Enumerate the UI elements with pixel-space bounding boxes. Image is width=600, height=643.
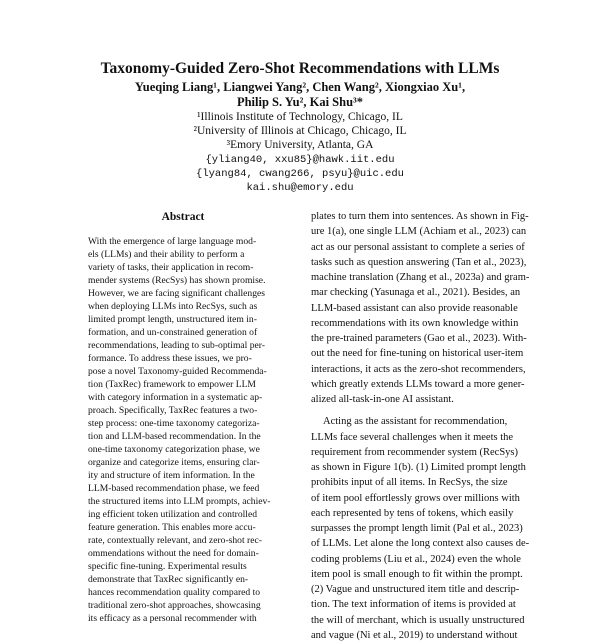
text-line: which greatly extends LLMs toward a more gener- [311,378,525,390]
text-line: alized all-task-in-one AI assistant. [311,394,454,405]
text-line: demonstrate that TaxRec significantly en- [88,574,249,585]
text-line: out the need for fine-tuning on historical user-item [311,348,524,360]
email-2: {lyang84, cwang266, psyu}@uic.edu [196,167,404,180]
author-list [0,80,600,110]
text-line: requirement from recommender system (RecSys) [311,446,519,458]
text-line: the will of merchant, which is usually unstructured [311,614,525,626]
text-line: organize and categorize items, ensuring clar- [88,457,260,468]
text-line: hances recommendation quality compared to [88,587,261,598]
text-line: of LLMs. Let alone the long context also causes de- [311,538,530,550]
affiliation-2: ²University of Illinois at Chicago, Chicago, IL [193,125,407,138]
affiliation-3: ³Emory University, Atlanta, GA [226,139,374,152]
affiliations [0,110,600,195]
text-line: ity and structure of item information. In the [88,470,255,481]
text-line: LLMs face several challenges when it meets the [311,431,514,443]
text-line: pose a novel Taxonomy-guided Recommenda- [88,366,267,377]
text-line: coding problems (Liu et al., 2024) even the whole [311,553,521,565]
text-line: tion. The text information of items is provided at [311,599,516,611]
text-line: LLM-based assistant can also provide reasonable [311,302,518,314]
text-line: act as our personal assistant to complete a series of [311,241,525,253]
text-line: feature generation. This enables more accu- [88,522,256,533]
text-line: However, we are facing significant challenges [88,288,266,299]
text-line: (2) Vague and unstructured item title and descrip- [311,584,520,595]
text-line: the structured items into LLM prompts, achiev- [88,496,271,507]
text-line: tasks such as question answering (Tan et al., 2023), [311,256,527,268]
text-line: With the emergence of large language mod- [88,236,257,247]
text-line: limited prompt length, unstructured item in- [88,314,257,325]
text-line: ure 1(a), one single LLM (Achiam et al., 2023) can [311,226,527,238]
text-line: one-time taxonomy categorization phase, we [88,444,260,455]
body-paragraph-1 [311,209,530,407]
text-line: variety of tasks, their application in recom- [88,262,254,273]
text-line: of item pool effortlessly grows over millions with [311,492,520,504]
text-line: formance. To address these issues, we pro- [88,353,252,364]
text-line: recommendations with its own knowledge within [311,317,519,329]
text-line: Acting as the assistant for recommendation, [323,416,508,428]
text-line: plates to turn them into sentences. As shown in Fig- [311,211,529,222]
text-line: specific fine-tuning. Experimental results [88,561,247,572]
text-line: item pool is small enough to fit within the prompt. [311,568,523,580]
text-line: when deploying LLMs into RecSys, such as [88,301,258,312]
text-line: mender systems (RecSys) has shown promise. [88,275,266,286]
text-line: surpasses the prompt length limit (Pal et al., 2023) [311,523,523,534]
text-line: machine translation (Zhang et al., 2023a) and gram- [311,272,530,283]
text-line: LLM-based recommendation phase, we feed [88,483,260,494]
abstract-heading: Abstract [161,211,205,223]
text-line: tion (TaxRec) framework to empower LLM [88,379,256,390]
affiliation-1: ¹Illinois Institute of Technology, Chicago, IL [197,111,403,123]
text-line: rate, contextually relevant, and zero-shot rec- [88,535,262,546]
body-paragraph-2 [311,414,530,643]
text-line: formation, and un-constrained generation of [88,327,258,338]
text-line: as shown in Figure 1(b). (1) Limited prompt length [311,462,526,473]
text-line: each represented by tens of tokens, which easily [311,507,514,519]
text-line: step process: one-time taxonomy categoriza- [88,418,260,429]
text-line: recommendations, leading to sub-optimal per- [88,340,265,351]
text-line: and vague (Ni et al., 2019) to understand without [311,629,518,641]
text-line: mar checking (Yasunaga et al., 2021). Besides, an [311,287,521,299]
authors-line-2: Philip S. Yu², Kai Shu³* [236,95,364,109]
text-line: ommendations without the need for domain- [88,548,259,559]
body-column-right [311,209,530,643]
text-line: proach. Specifically, TaxRec features a two- [88,405,258,416]
text-line: its efficacy as a personal recommender with [88,613,257,624]
paper-title: Taxonomy-Guided Zero-Shot Recommendations with LLMs [100,60,500,77]
text-line: traditional zero-shot approaches, showcasing [88,600,261,611]
text-line: the pre-trained parameters (Gao et al., 2023). With- [311,333,527,344]
email-3: kai.shu@emory.edu [246,182,354,195]
abstract-body [88,235,278,625]
text-line: ing efficient token utilization and controlled [88,509,257,520]
email-1: {yliang40, xxu85}@hawk.iit.edu [205,153,395,166]
text-line: els (LLMs) and their ability to perform a [88,249,245,260]
text-line: prohibits input of all items. In RecSys, the size [311,477,508,489]
text-line: with category information in a systematic ap- [88,392,263,403]
text-line: tion and LLM-based recommendation. In the [88,431,261,442]
authors-line-1: Yueqing Liang¹, Liangwei Yang², Chen Wang², Xiongxiao Xu¹, [134,80,466,94]
text-line: interactions, it acts as the zero-shot recommenders, [311,363,526,375]
